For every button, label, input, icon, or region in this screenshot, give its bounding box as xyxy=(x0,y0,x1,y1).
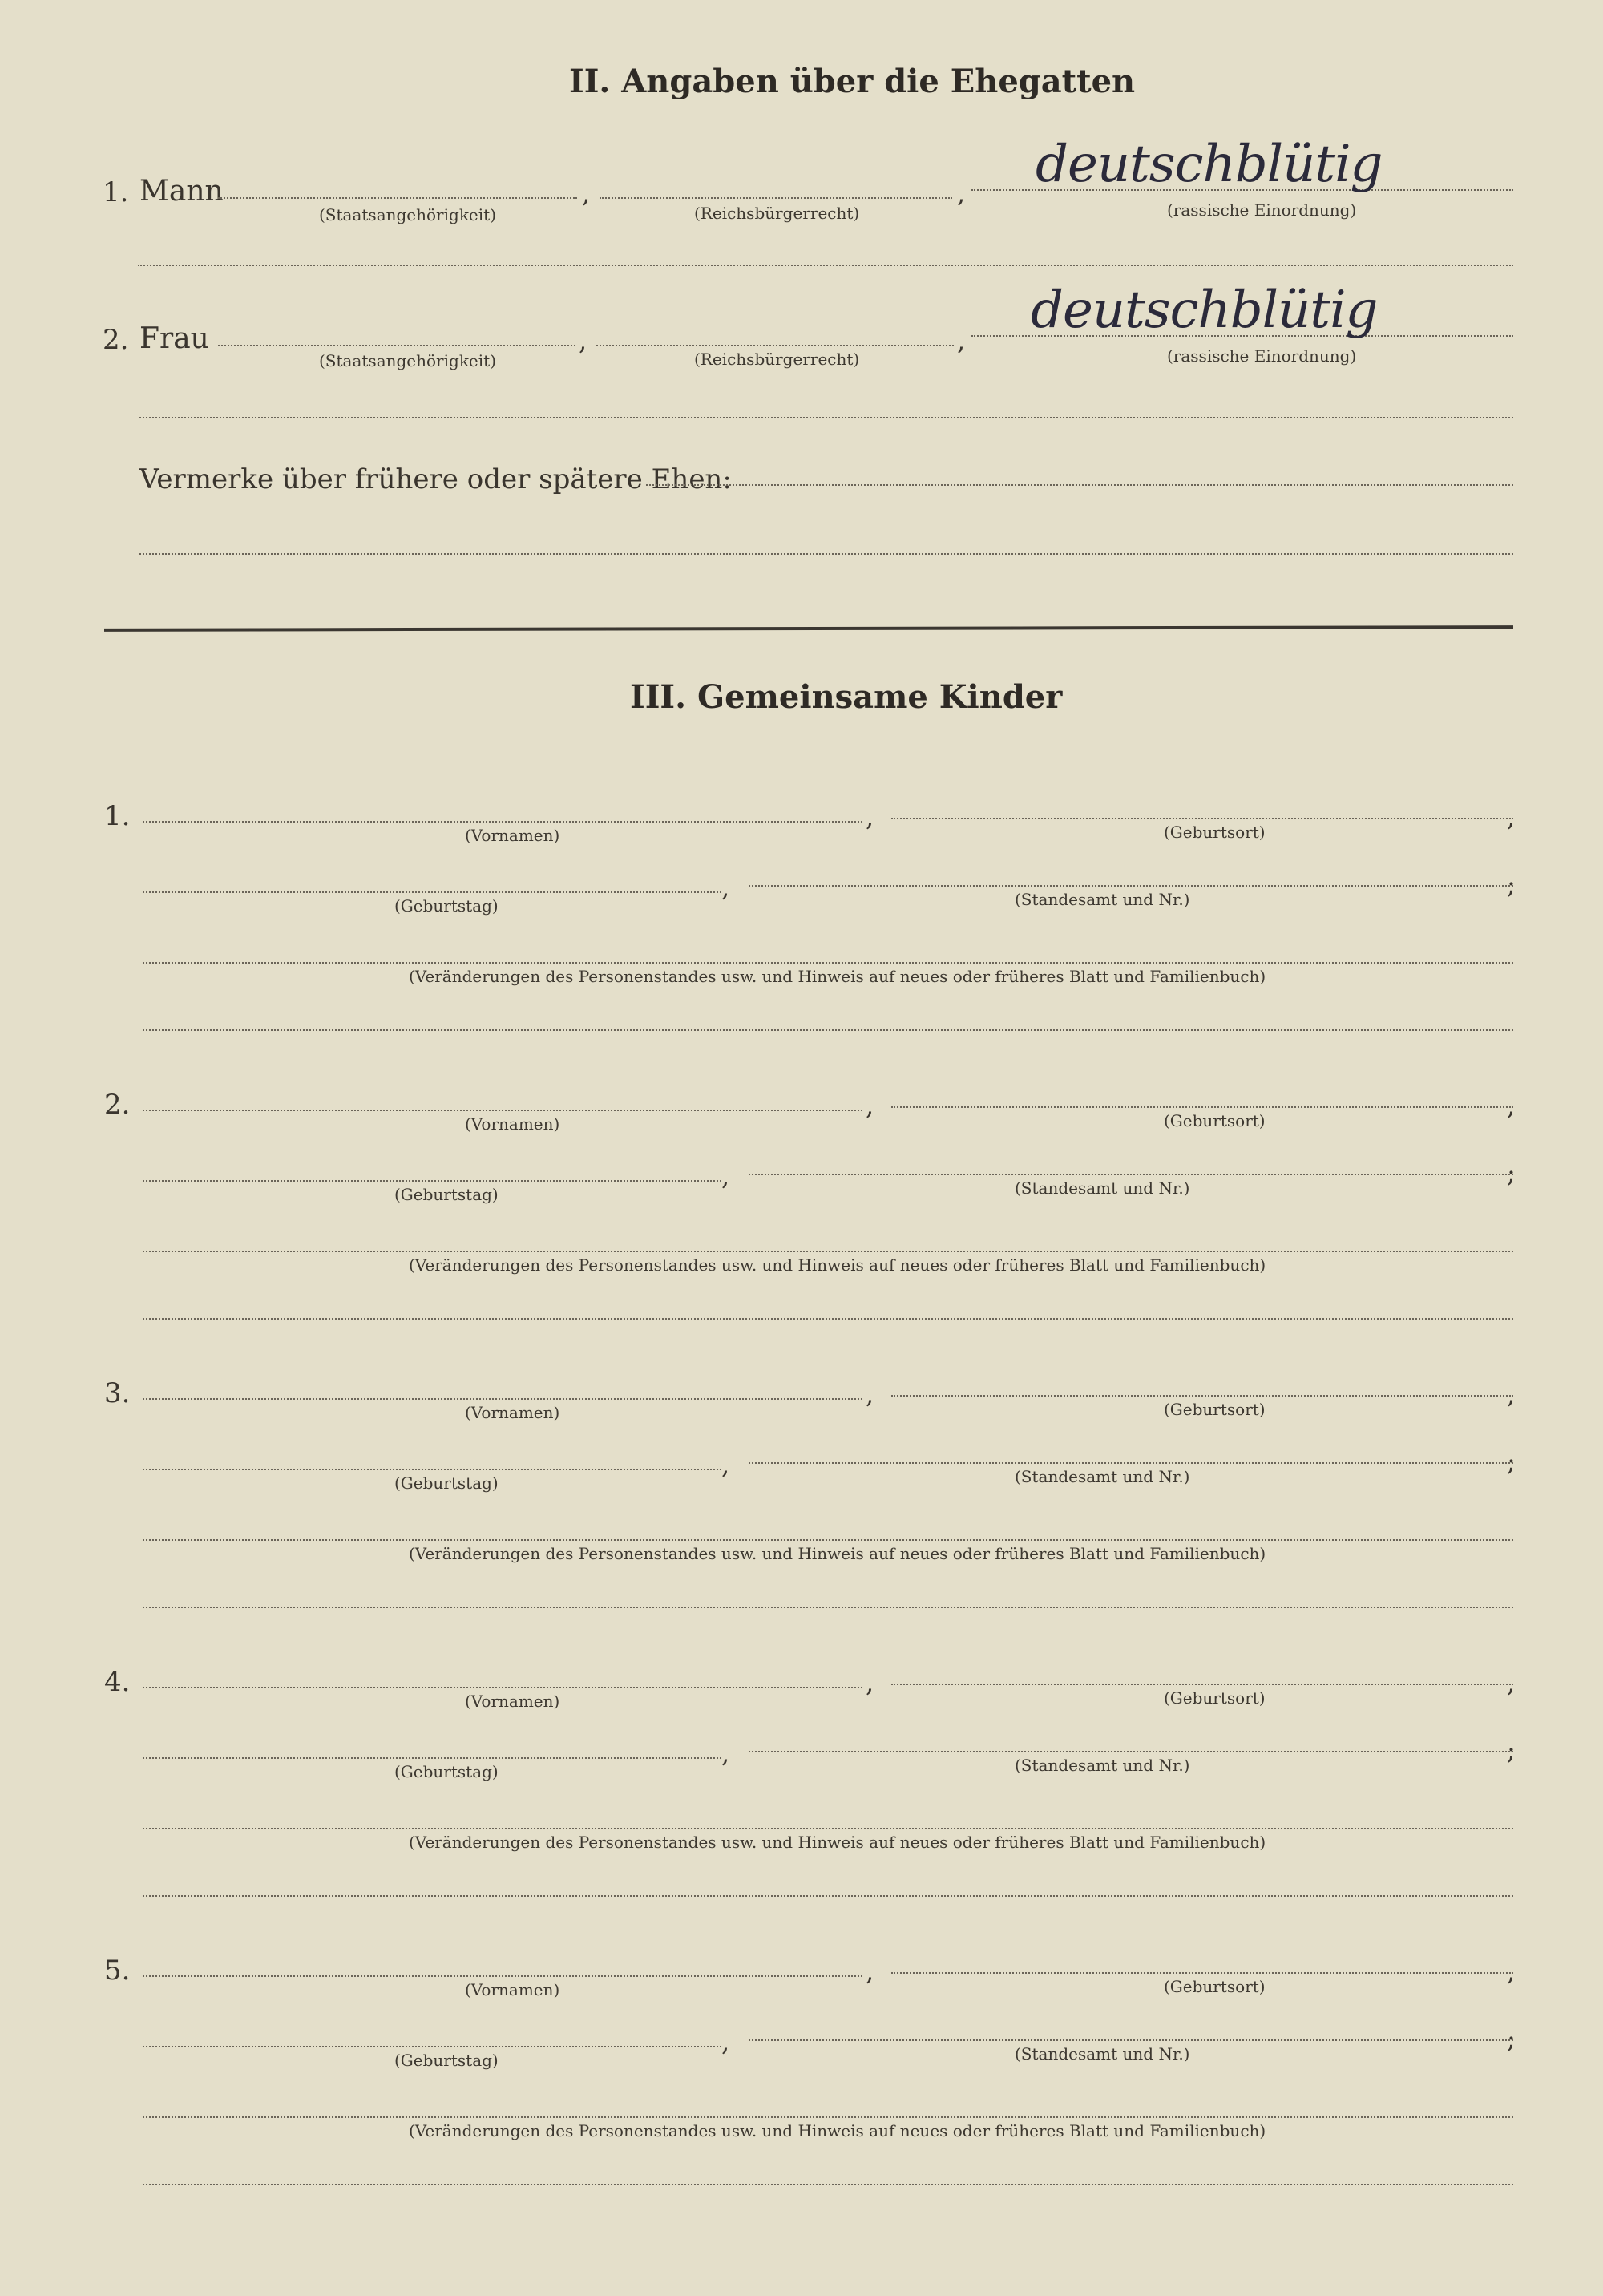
child-standesamt-field[interactable] xyxy=(749,1174,1513,1175)
child-veraenderungen-field[interactable] xyxy=(143,962,1513,964)
child-geburtstag-field[interactable] xyxy=(143,1180,721,1182)
child-geburtsort-field[interactable] xyxy=(891,1395,1513,1397)
child-caption-standesamt: (Standesamt und Nr.) xyxy=(1015,1756,1190,1775)
child-caption-standesamt: (Standesamt und Nr.) xyxy=(1015,1178,1190,1198)
child-number: 5. xyxy=(104,1954,131,1987)
section-title-ehegatten: II. Angaben über die Ehegatten xyxy=(569,63,1136,100)
child-caption-standesamt: (Standesamt und Nr.) xyxy=(1015,890,1190,909)
child-caption-geburtsort: (Geburtsort) xyxy=(1164,1400,1266,1419)
frau-caption-reich: (Reichsbürgerrecht) xyxy=(694,350,860,369)
child-extra-line[interactable] xyxy=(143,1607,1513,1608)
child-caption-vornamen: (Vornamen) xyxy=(465,1403,560,1422)
child-caption-veraenderungen: (Veränderungen des Personenstandes usw. und Hinweis auf neues oder früheres Blatt und Familienbuch) xyxy=(409,1544,1266,1563)
child-number: 2. xyxy=(104,1089,131,1121)
mann-reich-field[interactable] xyxy=(600,197,952,199)
child-geburtsort-field[interactable] xyxy=(891,818,1513,819)
child-veraenderungen-field[interactable] xyxy=(143,2116,1513,2118)
child-caption-vornamen: (Vornamen) xyxy=(465,1980,560,1999)
child-vornamen-field[interactable] xyxy=(143,821,862,823)
child-caption-standesamt: (Standesamt und Nr.) xyxy=(1015,2044,1190,2064)
child-caption-veraenderungen: (Veränderungen des Personenstandes usw. und Hinweis auf neues oder früheres Blatt und Familienbuch) xyxy=(409,2121,1266,2140)
child-geburtstag-field[interactable] xyxy=(143,891,721,893)
child-standesamt-field[interactable] xyxy=(749,885,1513,887)
frau-staat-field[interactable] xyxy=(218,345,575,346)
child-number: 1. xyxy=(104,800,131,832)
frau-reich-field[interactable] xyxy=(596,345,954,346)
child-caption-geburtstag: (Geburtstag) xyxy=(394,1185,499,1204)
vermerke-field[interactable] xyxy=(646,484,1513,486)
mann-handwritten-entry: deutschblütig xyxy=(1036,135,1383,194)
child-extra-line[interactable] xyxy=(143,1895,1513,1897)
child-caption-vornamen: (Vornamen) xyxy=(465,826,560,845)
child-caption-veraenderungen: (Veränderungen des Personenstandes usw. und Hinweis auf neues oder früheres Blatt und Familienbuch) xyxy=(409,1255,1266,1275)
child-veraenderungen-field[interactable] xyxy=(143,1251,1513,1252)
mann-label: Mann xyxy=(139,175,224,208)
child-number: 3. xyxy=(104,1377,131,1409)
frau-number: 2. xyxy=(103,324,129,356)
mann-second-line[interactable] xyxy=(138,265,1513,266)
mann-caption-reich: (Reichsbürgerrecht) xyxy=(694,204,860,223)
frau-label: Frau xyxy=(139,322,209,355)
child-standesamt-field[interactable] xyxy=(749,1751,1513,1752)
child-caption-veraenderungen: (Veränderungen des Personenstandes usw. und Hinweis auf neues oder früheres Blatt und Familienbuch) xyxy=(409,1833,1266,1852)
child-extra-line[interactable] xyxy=(143,1029,1513,1031)
frau-caption-staat: (Staatsangehörigkeit) xyxy=(319,351,497,370)
child-caption-standesamt: (Standesamt und Nr.) xyxy=(1015,1467,1190,1486)
child-caption-geburtsort: (Geburtsort) xyxy=(1164,1688,1266,1708)
child-geburtstag-field[interactable] xyxy=(143,1469,721,1470)
frau-caption-rass: (rassische Einordnung) xyxy=(1167,346,1357,366)
child-veraenderungen-field[interactable] xyxy=(143,1828,1513,1829)
child-caption-geburtstag: (Geburtstag) xyxy=(394,2051,499,2070)
child-vornamen-field[interactable] xyxy=(143,1687,862,1688)
child-caption-geburtstag: (Geburtstag) xyxy=(394,896,499,916)
child-veraenderungen-field[interactable] xyxy=(143,1539,1513,1541)
section-divider xyxy=(104,625,1513,632)
child-vornamen-field[interactable] xyxy=(143,1975,862,1977)
frau-handwritten-entry: deutschblütig xyxy=(1031,281,1378,340)
child-caption-vornamen: (Vornamen) xyxy=(465,1692,560,1711)
child-standesamt-field[interactable] xyxy=(749,1462,1513,1464)
vermerke-second-line[interactable] xyxy=(139,553,1513,555)
child-geburtstag-field[interactable] xyxy=(143,2046,721,2047)
child-geburtstag-field[interactable] xyxy=(143,1757,721,1759)
section-title-kinder: III. Gemeinsame Kinder xyxy=(630,678,1063,716)
child-caption-veraenderungen: (Veränderungen des Personenstandes usw. und Hinweis auf neues oder früheres Blatt und Familienbuch) xyxy=(409,967,1266,986)
child-extra-line[interactable] xyxy=(143,2184,1513,2185)
child-caption-geburtsort: (Geburtsort) xyxy=(1164,1111,1266,1130)
child-caption-vornamen: (Vornamen) xyxy=(465,1114,560,1134)
child-caption-geburtsort: (Geburtsort) xyxy=(1164,823,1266,842)
mann-staat-field[interactable] xyxy=(218,197,577,199)
child-standesamt-field[interactable] xyxy=(749,2039,1513,2041)
child-vornamen-field[interactable] xyxy=(143,1110,862,1111)
frau-second-line[interactable] xyxy=(139,417,1513,418)
vermerke-label: Vermerke über frühere oder spätere Ehen: xyxy=(139,463,732,495)
child-number: 4. xyxy=(104,1666,131,1698)
mann-caption-rass: (rassische Einordnung) xyxy=(1167,200,1357,220)
child-caption-geburtstag: (Geburtstag) xyxy=(394,1473,499,1493)
mann-number: 1. xyxy=(103,176,129,208)
form-page: II. Angaben über die Ehegatten 1. Mann , , deutschblütig (Staatsangehörigkeit) (Reichsbürgerrecht) (rassische Einordnung) 2. Frau , , deutschblütig (Staatsangehörigkeit) (Reichsbürgerrecht) (rassische Einordnung) Vermerke über frühere oder spätere Ehen: III. Gemeinsame Kinder 1. , , (Vornamen) (Geburtsort) , ; (Geburtstag) (Standesamt und Nr.) (Veränderungen des Personenstandes usw. und Hinweis auf neues oder früheres Blatt und Familienbuch) 2. , , (Vornamen) (Geburtsort) , ; (Geburtstag) (Standesamt und Nr.) (Veränderungen des Personenstandes usw. und Hinweis auf neues oder früheres Blatt und Familienbuch) 3. , , (Vornamen) (Geburtsort) , ; (Geburtstag) (Standesamt und Nr.) (Veränderungen des Personenstandes usw. und Hinweis auf neues oder früheres Blatt und Familienbuch) 4. , , (Vornamen) (Geburtsort) , ; (Geburtstag) (Standesamt und Nr.) (Veränderungen des Personenstandes usw. und Hinweis auf neues oder früheres Blatt und Familienbuch) 5. , , (Vornamen) (Geburtsort) , ; (Geburtstag) (Standesamt und Nr.) (Veränderungen des Personenstandes usw. und Hinweis auf neues oder früheres Blatt und Familienbuch) xyxy=(0,0,1603,2296)
child-caption-geburtsort: (Geburtsort) xyxy=(1164,1977,1266,1996)
child-geburtsort-field[interactable] xyxy=(891,1972,1513,1974)
child-caption-geburtstag: (Geburtstag) xyxy=(394,1762,499,1781)
mann-caption-staat: (Staatsangehörigkeit) xyxy=(319,205,497,224)
child-geburtsort-field[interactable] xyxy=(891,1106,1513,1108)
child-geburtsort-field[interactable] xyxy=(891,1684,1513,1685)
child-extra-line[interactable] xyxy=(143,1318,1513,1320)
child-vornamen-field[interactable] xyxy=(143,1398,862,1400)
